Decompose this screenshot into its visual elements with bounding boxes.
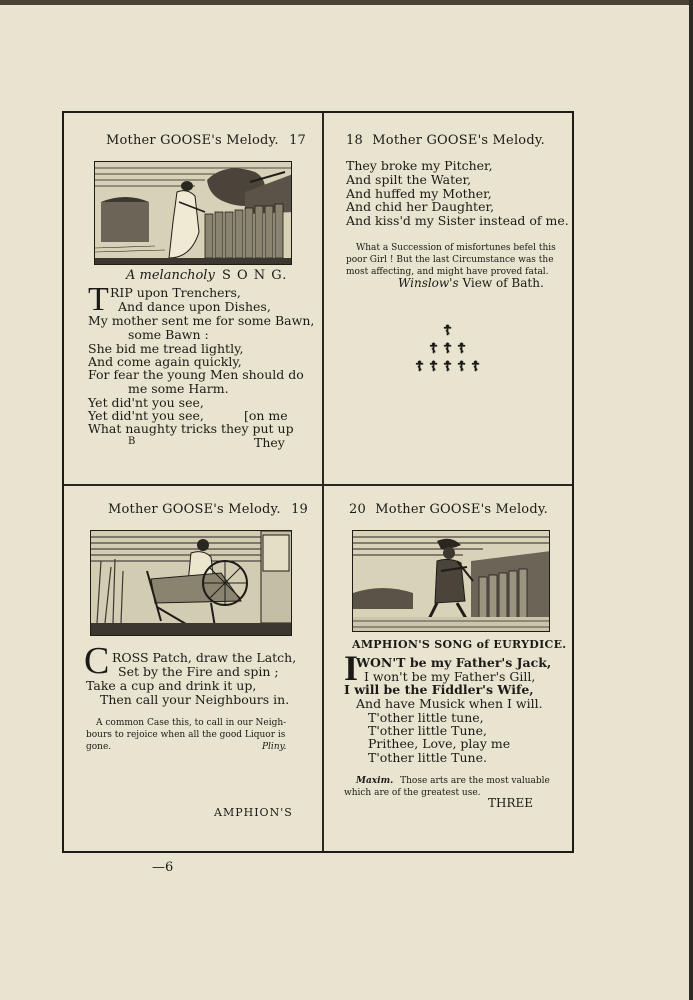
running-head-title: Mother GOOSE's Melody. — [372, 133, 546, 148]
catchword: AMPHION'S — [214, 806, 293, 819]
running-head-title: Mother GOOSE's Melody. — [108, 502, 281, 517]
verse-line: T'other little Tune. — [368, 750, 487, 765]
verse-line: Then call your Neighbours in. — [100, 692, 290, 707]
running-head — [108, 502, 308, 517]
vertical-divider — [322, 113, 324, 851]
cross-icon: ☦ — [429, 341, 439, 357]
running-head — [349, 502, 548, 517]
song-title — [126, 268, 287, 283]
page-number: 17 — [289, 133, 307, 148]
running-head — [106, 133, 306, 148]
verse-line: She bid me tread lightly, — [88, 341, 244, 356]
verse-line: some Bawn : — [128, 327, 209, 342]
maxim-line: which are of the greatest use. — [344, 788, 481, 798]
commentary-line: A common Case this, to call in our Neigh- — [96, 718, 287, 728]
commentary-line: What a Succession of misfortunes befel this — [356, 243, 556, 253]
horizontal-divider — [64, 484, 572, 486]
verse-line: T'other little Tune, — [368, 723, 487, 738]
cross-icon: ☦ — [457, 359, 467, 375]
cross-icon: ☦ — [457, 341, 467, 357]
right-edge-rule — [689, 0, 693, 1000]
verse-line: Yet did'nt you see, — [88, 408, 204, 423]
woodcut-fiddler — [352, 530, 550, 632]
verse-line: I will be the Fiddler's Wife, — [344, 682, 534, 697]
drop-cap-i: I — [344, 648, 359, 688]
maxim — [356, 775, 550, 787]
cross-icon: ☦ — [429, 359, 439, 375]
verse-line: And huffed my Mother, — [346, 186, 492, 201]
verse-line: Prithee, Love, play me — [368, 736, 511, 751]
verse-line: T'other little tune, — [368, 710, 484, 725]
song-title-italic: A melancholy — [126, 268, 215, 283]
verse-line: me some Harm. — [128, 381, 229, 396]
cross-icon: ☦ — [443, 323, 453, 339]
verse-line: My mother sent me for some Bawn, — [88, 313, 315, 328]
commentary-line: gone. — [86, 742, 112, 752]
cross-icon: ☦ — [443, 359, 453, 375]
verse-line: ROSS Patch, draw the Latch, — [112, 650, 297, 665]
cross-icon: ☦ — [415, 359, 425, 375]
folio-number: —6 — [152, 860, 174, 875]
verse-line: And dance upon Dishes, — [118, 299, 271, 314]
page-number: 20 — [349, 502, 366, 517]
verse-line: I won't be my Father's Gill, — [364, 669, 536, 684]
verse-line: WON'T be my Father's Jack, — [356, 655, 552, 670]
running-head-title: Mother GOOSE's Melody. — [106, 133, 279, 148]
cross-icon: ☦ — [471, 359, 481, 375]
verse-line: And chid her Daughter, — [346, 199, 495, 214]
woodcut-garden-woman-illustration — [95, 162, 292, 265]
commentary-line: poor Girl ! But the last Circumstance was the — [346, 255, 554, 265]
verse-turnover: [on me — [244, 408, 288, 423]
catchword: They — [254, 435, 285, 450]
maxim-label: Maxim. — [356, 776, 394, 786]
drop-cap-c: C — [84, 640, 110, 682]
verse-line: And spilt the Water, — [346, 172, 472, 187]
verse-line: Take a cup and drink it up, — [86, 678, 257, 693]
verse-line: What naughty tricks they put up — [88, 421, 294, 436]
commentary-line: bours to rejoice when all the good Liquor is — [86, 730, 286, 740]
attribution — [398, 276, 544, 290]
verse-line: Set by the Fire and spin ; — [118, 664, 279, 679]
song-title: AMPHION'S SONG of EURYDICE. — [352, 638, 567, 651]
page-number: 19 — [291, 502, 309, 517]
verse-line: For fear the young Men should do — [88, 367, 304, 382]
page-number: 18 — [346, 133, 363, 148]
song-title-caps: S O N G. — [221, 268, 288, 283]
top-edge-rule — [0, 0, 693, 5]
woodcut-fiddler-illustration — [353, 531, 550, 632]
verse-line: They broke my Pitcher, — [346, 158, 493, 173]
signature-mark: B — [128, 436, 136, 447]
woodcut-spinning-wheel-illustration — [91, 531, 292, 636]
maxim-line: Those arts are the most valuable — [400, 776, 550, 786]
verse-line: And kiss'd my Sister instead of me. — [346, 213, 569, 228]
verse-line: And come again quickly, — [88, 354, 242, 369]
verse-line: Yet did'nt you see, — [88, 395, 204, 410]
commentary-attribution: Pliny. — [262, 742, 287, 752]
woodcut-spinning-wheel — [90, 530, 292, 636]
running-head-title: Mother GOOSE's Melody. — [375, 502, 549, 517]
drop-cap-t: T — [88, 281, 109, 318]
verse-line: RIP upon Trenchers, — [110, 285, 241, 300]
commentary-line: most affecting, and might have proved fatal. — [346, 267, 549, 277]
woodcut-garden-woman — [94, 161, 292, 265]
cross-icon: ☦ — [443, 341, 453, 357]
verse-line: And have Musick when I will. — [356, 696, 543, 711]
attribution-work: View of Bath. — [462, 276, 544, 290]
catchword: THREE — [488, 796, 534, 810]
running-head — [346, 133, 545, 148]
attribution-author: Winslow's — [398, 276, 459, 290]
